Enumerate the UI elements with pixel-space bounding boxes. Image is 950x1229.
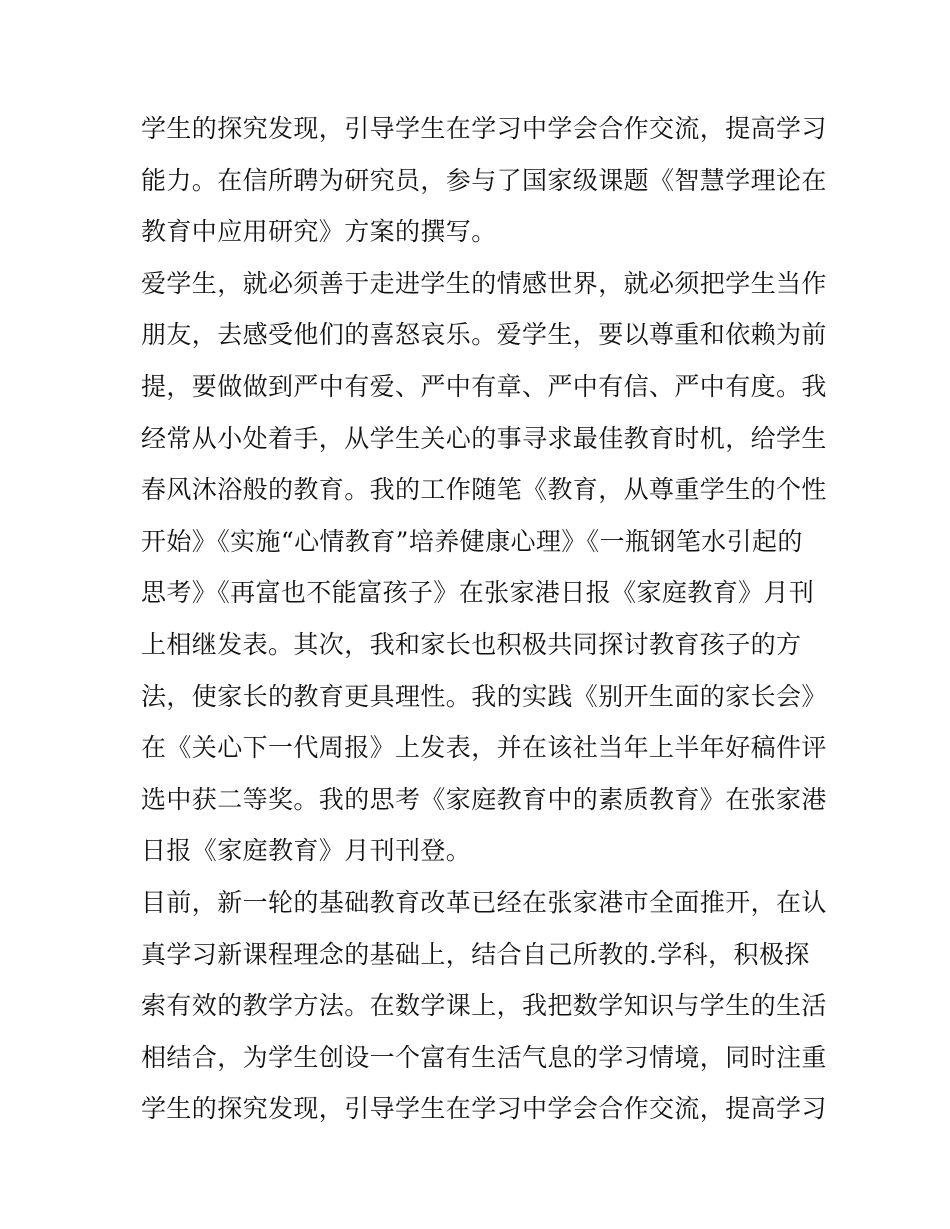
text-line: 上相继发表。其次，我和家长也积极共同探讨教育孩子的方 [141, 629, 802, 659]
text-line: 在《关心下一代周报》上发表，并在该社当年上半年好稿件评 [141, 733, 827, 763]
text-line: 能力。在信所聘为研究员，参与了国家级课题《智慧学理论在 [141, 165, 827, 195]
text-line: 经常从小处着手，从学生关心的事寻求最佳教育时机，给学生 [141, 423, 827, 453]
text-line: 思考》《再富也不能富孩子》在张家港日报《家庭教育》月刊 [141, 578, 815, 608]
text-line: 日报《家庭教育》月刊刊登。 [141, 836, 472, 866]
text-line: 学生的探究发现，引导学生在学习中学会合作交流，提高学习 [141, 114, 827, 143]
text-line: 开始》《实施“心情教育”培养健康心理》《一瓶钢笔水引起的 [141, 526, 803, 556]
text-line: 爱学生，就必须善于走进学生的情感世界，就必须把学生当作 [141, 268, 827, 298]
text-line: 学生的探究发现，引导学生在学习中学会合作交流，提高学习 [141, 1094, 827, 1124]
text-line: 相结合，为学生创设一个富有生活气息的学习情境，同时注重 [141, 1042, 827, 1072]
body-text [141, 103, 827, 1135]
text-line: 选中获二等奖。我的思考《家庭教育中的素质教育》在张家港 [141, 784, 827, 814]
text-line: 法，使家长的教育更具理性。我的实践《别开生面的家长会》 [141, 681, 827, 711]
text-line: 春风沐浴般的教育。我的工作随笔《教育，从尊重学生的个性 [141, 475, 827, 505]
text-line: 真学习新课程理念的基础上，结合自己所教的.学科，积极探 [141, 939, 810, 969]
text-line: 目前，新一轮的基础教育改革已经在张家港市全面推开，在认 [141, 887, 827, 917]
text-line: 教育中应用研究》方案的撰写。 [141, 217, 497, 247]
text-line: 提，要做做到严中有爱、严中有章、严中有信、严中有度。我 [141, 371, 827, 401]
text-line: 索有效的教学方法。在数学课上，我把数学知识与学生的生活 [141, 991, 827, 1021]
text-line: 朋友，去感受他们的喜怒哀乐。爱学生，要以尊重和依赖为前 [141, 320, 827, 350]
